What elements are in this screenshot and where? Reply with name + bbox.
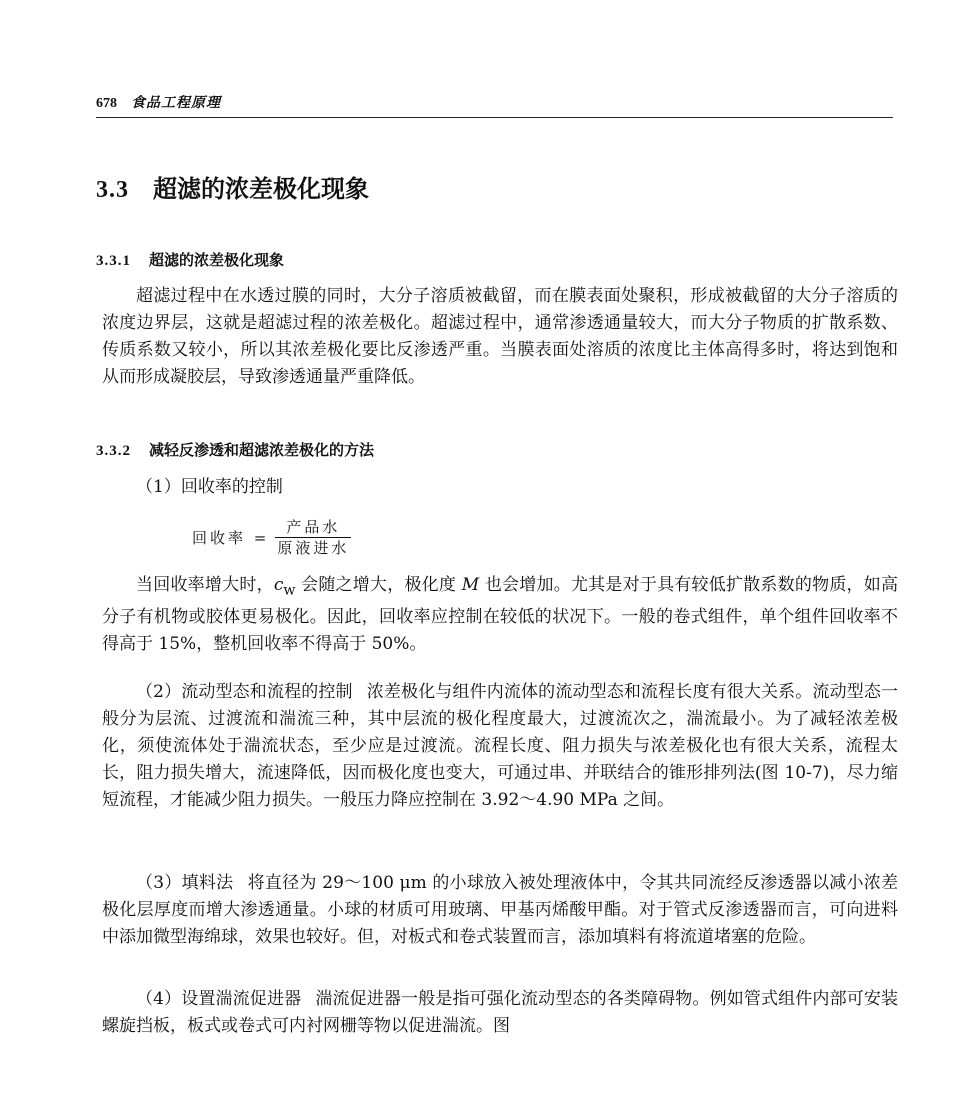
- recovery-formula: [192, 518, 351, 557]
- symbol-m: M: [461, 575, 480, 595]
- page-number: 678: [96, 96, 117, 111]
- text-segment: 当回收率增大时，: [136, 575, 274, 595]
- section-title: 超滤的浓差极化现象: [153, 175, 369, 203]
- formula-denominator: 原液进水: [277, 539, 350, 557]
- item-3-heading: （3）填料法: [136, 873, 234, 893]
- item-2-body: 浓差极化与组件内流体的流动型态和流程长度有很大关系。流动型态一般分为层流、过渡流和湍流三种，其中层流的极化程度最大，过渡流次之，湍流最小。为了减轻浓差极化，须使流体处于湍流状态，至少应是过渡流。流程长度、阻力损失与浓差极化也有很大关系，流程太长，阻力损失增大，流速降低，因而极化度也变大，可通过串、并联结合的锥形排列法(图 10-7)，尽力缩短流程，才能减少阻力损失。一般压力降应控制在 3.92～4.90 MPa 之间。: [102, 682, 898, 810]
- section-heading: [96, 174, 369, 205]
- subsection-heading-2: [96, 440, 374, 461]
- subsection-heading-1: [96, 250, 284, 271]
- paragraph-recovery-control: [102, 572, 898, 658]
- subsection-number: 3.3.1: [96, 253, 131, 269]
- formula-numerator: 产品水: [286, 518, 341, 536]
- item-2-heading: （2）流动型态和流程的控制: [136, 682, 353, 702]
- item-1-heading: （1）回收率的控制: [136, 477, 283, 497]
- paragraph-concentration-polarization: 超滤过程中在水透过膜的同时，大分子溶质被截留，而在膜表面处聚积，形成被截留的大分子溶质的浓度边界层，这就是超滤过程的浓差极化。超滤过程中，通常渗透通量较大，而大分子物质的扩散系数、传质系数又较小，所以其浓差极化要比反渗透严重。当膜表面处溶质的浓度比主体高得多时，将达到饱和从而形成凝胶层，导致渗透通量严重降低。: [102, 286, 898, 387]
- text-segment: 会随之增大，极化度: [295, 575, 462, 595]
- paragraph-turbulence-promoter: [102, 986, 898, 1040]
- book-title: 食品工程原理: [131, 95, 221, 111]
- item-3-body: 将直径为 29～100 μm 的小球放入被处理液体中，令其共同流经反渗透器以减小浓差极化层厚度而增大渗透通量。小球的材质可用玻璃、甲基丙烯酸甲酯。对于管式反渗透器而言，可向进料中添加微型海绵球，效果也较好。但，对板式和卷式装置而言，添加填料有将流道堵塞的危险。: [102, 873, 898, 947]
- item-4-body: 湍流促进器一般是指可强化流动型态的各类障碍物。例如管式组件内部可安装螺旋挡板，板式或卷式可内衬网栅等物以促进湍流。图: [102, 989, 898, 1036]
- item-4-heading: （4）设置湍流促进器: [136, 989, 302, 1009]
- header-rule: [96, 117, 893, 118]
- subsection-number: 3.3.2: [96, 443, 131, 459]
- subsection-title: 减轻反渗透和超滤浓差极化的方法: [149, 441, 375, 459]
- text-segment: 也会增加。尤其是对于具有较低扩散系数的物质，如高分子有机物或胶体更易极化。因此，回收率应控制在较低的状况下。一般的卷式组件，单个组件回收率不得高于 15%，整机回收率不得高于 50%。: [102, 575, 899, 655]
- section-number: 3.3: [96, 177, 129, 203]
- symbol-subscript-w: w: [283, 582, 296, 599]
- paragraph-flow-control: [102, 679, 898, 814]
- subsection-title: 超滤的浓差极化现象: [149, 251, 285, 269]
- running-head: [96, 94, 893, 113]
- formula-fraction: [275, 518, 351, 557]
- symbol-c: c: [273, 575, 284, 595]
- paragraph-packing-method: [102, 870, 898, 951]
- formula-lhs: 回收率 =: [192, 529, 270, 547]
